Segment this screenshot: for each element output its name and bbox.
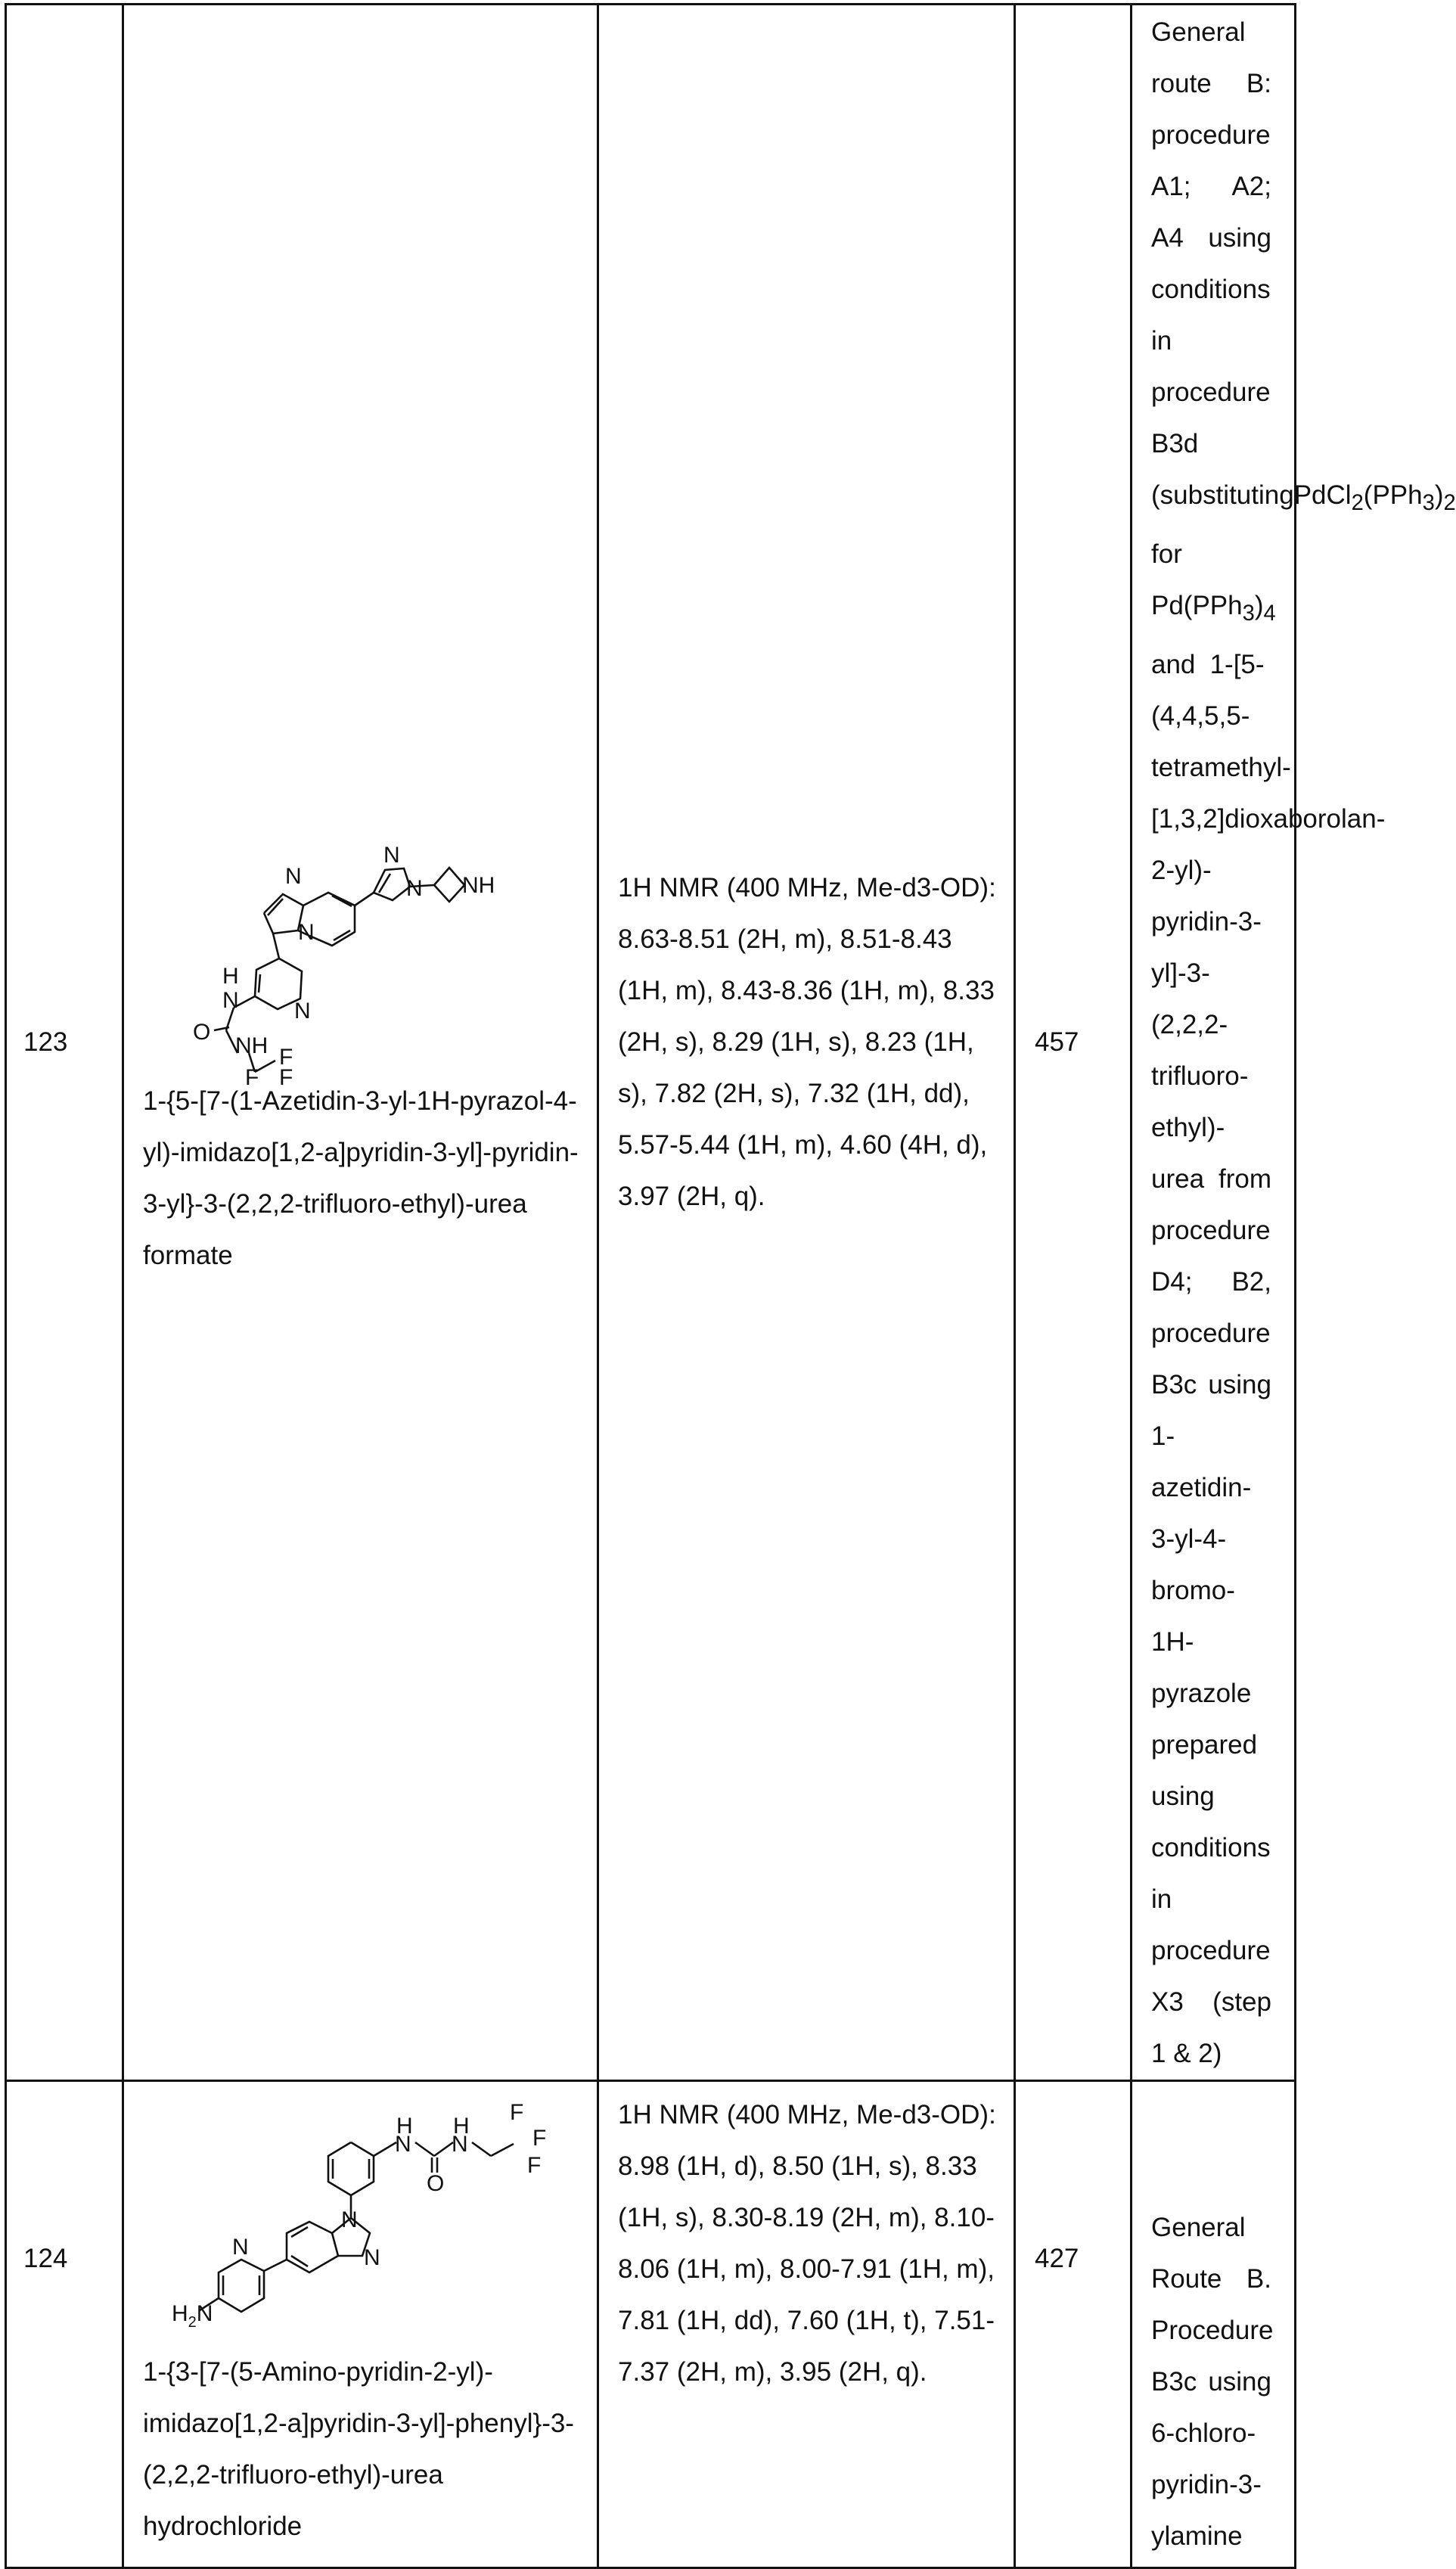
atom-label: N [364, 2245, 380, 2270]
atom-label: N [452, 2132, 468, 2157]
mass-value: 457 [1015, 5, 1132, 2081]
atom-label: N [232, 2235, 249, 2260]
atom-label: NH [235, 1033, 268, 1058]
atom-label: H2N [172, 2301, 213, 2331]
nmr-data: 1H NMR (400 MHz, Me-d3-OD): 8.63-8.51 (2H, m), 8.51-8.43 (1H, m), 8.43-8.36 (1H, m), 8.33 (2H, s), 8.29 (1H, s), 8.23 (1H, s), 7.82 (2H, s), 7.32 (1H, dd), 5.57-5.44 (1H, m), 4.60 (4H, d), 3.97 (2H, q). [598, 5, 1015, 2081]
structure-diagram [143, 2097, 567, 2347]
table-row [6, 5, 1296, 2081]
structure-cell [123, 5, 598, 2081]
atom-label: O [427, 2171, 444, 2196]
nmr-data: 1H NMR (400 MHz, Me-d3-OD): 8.98 (1H, d), 8.50 (1H, s), 8.33 (1H, s), 8.30-8.19 (2H, m), 8.10-8.06 (1H, m), 8.00-7.91 (1H, m), 7.81 (1H, dd), 7.60 (1H, t), 7.51-7.37 (2H, m), 3.95 (2H, q). [598, 2081, 1015, 2568]
atom-label: F [532, 2126, 546, 2151]
atom-label: N [395, 2132, 411, 2157]
mass-value: 427 [1015, 2081, 1132, 2568]
route-text: General route B: procedure A1; A2; A4 using conditions in procedure B3d (substitutingPdCl2(PPh3)2 for Pd(PPh3)4 and 1-[5-(4,4,5,5-tetramethyl-[1,3,2]dioxaborolan-2-yl)-pyridin-3-yl]-3-(2,2,2-trifluoro-ethyl)-urea from procedure D4; B2, procedure B3c using 1-azetidin-3-yl-4-bromo-1H-pyrazole prepared using conditions in procedure X3 (step 1 & 2) [1151, 7, 1271, 2080]
compound-number: 124 [6, 2081, 123, 2568]
atom-label: N [298, 920, 315, 945]
atom-label: N [406, 876, 423, 901]
atom-label: F [527, 2153, 541, 2178]
structure-cell [123, 2081, 598, 2568]
atom-label: F [279, 1045, 293, 1070]
atom-label: N [285, 864, 302, 889]
atom-label: F [279, 1065, 293, 1090]
atom-label: O [193, 1020, 210, 1045]
atom-label: NH [462, 873, 495, 898]
route-text: General Route B. Procedure B3c using 6-chloro-pyridin-3-ylamine [1151, 2202, 1271, 2562]
atom-label: H [396, 2114, 413, 2139]
compound-number: 123 [6, 5, 123, 2081]
atom-label: F [510, 2100, 523, 2125]
atom-label: F [245, 1065, 259, 1090]
atom-label: N [383, 843, 400, 868]
compound-name: 1-{5-[7-(1-Azetidin-3-yl-1H-pyrazol-4-yl)-imidazo[1,2-a]pyridin-3-yl]-pyridin-3-yl}-3-(2,2,2-trifluoro-ethyl)-urea formate [143, 1076, 597, 1281]
structure-diagram [143, 803, 567, 1076]
atom-label: N [222, 988, 239, 1013]
compound-name: 1-{3-[7-(5-Amino-pyridin-2-yl)-imidazo[1,2-a]pyridin-3-yl]-phenyl}-3-(2,2,2-trifluoro-ethyl)-urea hydrochloride [143, 2347, 597, 2552]
atom-label: H [453, 2114, 470, 2139]
synthesis-route [1132, 2081, 1296, 2568]
atom-label: N [341, 2207, 358, 2232]
table-row [6, 2081, 1296, 2568]
synthesis-route [1132, 5, 1296, 2081]
atom-label: H [222, 964, 239, 989]
atom-label: N [294, 999, 311, 1024]
compound-table [5, 3, 1296, 2569]
